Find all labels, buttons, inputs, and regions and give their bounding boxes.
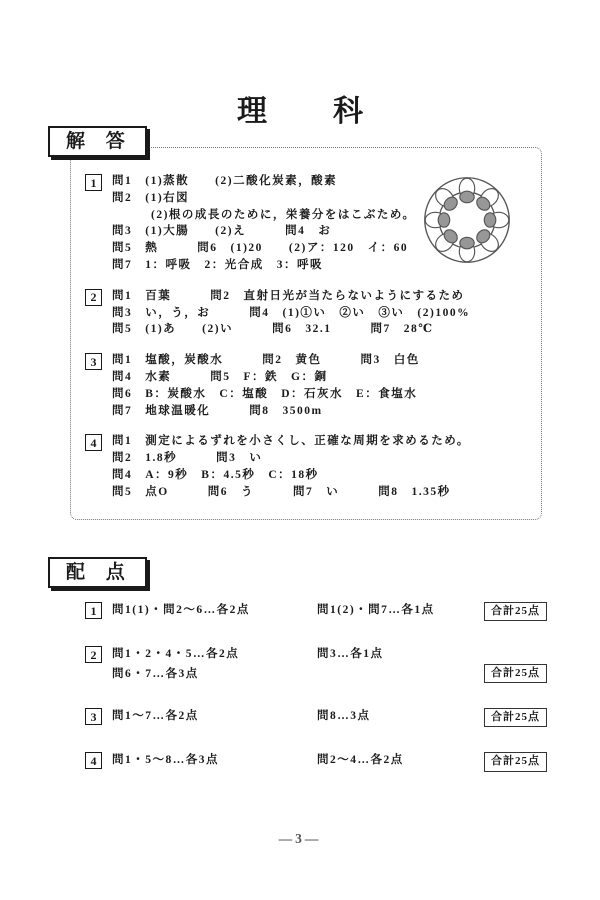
page-number: —3—	[278, 831, 322, 846]
section-number: 3	[85, 353, 102, 370]
points-text	[112, 752, 484, 769]
answer-line: 問5 (1)あ (2)い 問6 32.1 問7 28℃	[112, 323, 434, 336]
points-line	[112, 646, 484, 663]
answer-line: 問1 百葉 問2 直射日光が当たらないようにするため	[112, 289, 465, 302]
points-col2: 問3…各1点	[317, 648, 384, 661]
points-row-3	[85, 708, 547, 727]
answer-line: 問1 塩酸，炭酸水 問2 黄色 問3 白色	[112, 354, 420, 367]
total-points-badge: 合計25点	[484, 752, 547, 771]
total-points-badge: 合計25点	[484, 664, 547, 683]
total-points-badge: 合計25点	[484, 602, 547, 621]
answer-line: 問7 1：呼吸 2：光合成 3：呼吸	[112, 258, 323, 271]
answer-line: 問4 A：9秒 B：4.5秒 C：18秒	[112, 468, 319, 481]
answer-section-3	[85, 352, 533, 419]
answer-line: 問3 (1)大腸 (2)え 問4 お	[112, 225, 332, 238]
answer-line: 問3 い，う，お 問4 (1)①い ②い ③い (2)100%	[112, 306, 471, 319]
points-col1: 問1(1)・問2～6…各2点	[112, 604, 250, 616]
points-row-4	[85, 752, 547, 771]
points-text	[112, 708, 484, 725]
points-col1: 問1・2・4・5…各2点	[112, 648, 240, 661]
root-cross-section-diagram	[419, 172, 515, 268]
points-line	[112, 752, 484, 769]
points-col1b: 問6・7…各3点	[112, 668, 199, 681]
haiten-heading: 配 点	[48, 557, 147, 588]
points-col1: 問1・5～8…各3点	[112, 754, 219, 767]
section-number: 1	[85, 602, 102, 619]
points-row-1	[85, 602, 547, 621]
section-number: 4	[85, 752, 102, 769]
answer-line: 問5 点O 問6 う 問7 い 問8 1.35秒	[112, 485, 451, 498]
points-col2: 問1(2)・問7…各1点	[317, 604, 435, 616]
points-row-2	[85, 646, 547, 683]
answer-section-4	[85, 433, 533, 500]
points-col2: 問8…3点	[317, 710, 371, 723]
section-lines	[112, 433, 533, 500]
kaito-heading: 解 答	[48, 126, 147, 157]
answer-line: 問2 1.8秒 問3 い	[112, 452, 263, 465]
answer-line: 問5 熱 問6 (1)20 (2)ア：120 イ：60	[112, 242, 409, 255]
points-line	[112, 708, 484, 725]
points-line	[112, 602, 484, 619]
section-number: 2	[85, 646, 102, 663]
answer-line: 問1 (1)蒸散 (2)二酸化炭素，酸素	[112, 175, 338, 187]
answer-section-2	[85, 288, 533, 338]
section-number: 3	[85, 708, 102, 725]
answer-line: 問2 (1)右図	[112, 191, 190, 204]
page-title: 理 科	[237, 95, 381, 128]
points-col1: 問1～7…各2点	[112, 710, 199, 723]
points-text	[112, 602, 484, 619]
answer-line: 問7 地球温暖化 問8 3500m	[112, 404, 323, 417]
points-allocation	[85, 602, 547, 797]
section-lines	[112, 352, 533, 419]
section-lines	[112, 288, 533, 338]
points-col2: 問2～4…各2点	[317, 754, 404, 767]
points-text	[112, 646, 484, 683]
answer-line: 問1 測定によるずれを小さくし、正確な周期を求めるため。	[112, 435, 470, 448]
points-line	[112, 666, 484, 683]
answer-line: 問6 B：炭酸水 C：塩酸 D：石灰水 E：食塩水	[112, 387, 418, 400]
section-number: 2	[85, 289, 102, 306]
section-number: 4	[85, 434, 102, 451]
answer-line: 問4 水素 問5 F：鉄 G：銅	[112, 370, 328, 383]
section-number: 1	[85, 174, 102, 191]
total-points-badge: 合計25点	[484, 708, 547, 727]
answer-line: (2)根の成長のために，栄養分をはこぶため。	[112, 208, 416, 221]
